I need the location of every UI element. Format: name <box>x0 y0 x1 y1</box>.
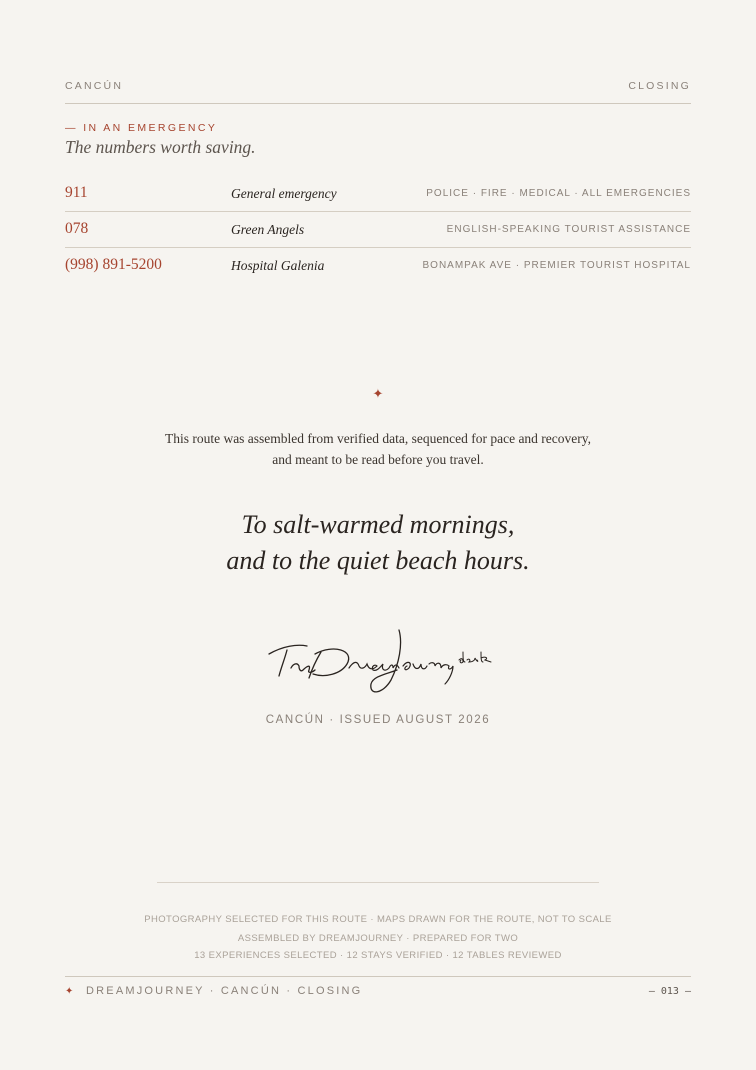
emergency-list <box>65 176 691 283</box>
emergency-desc: ENGLISH-SPEAKING TOURIST ASSISTANCE <box>446 224 691 235</box>
emergency-number[interactable]: 911 <box>65 184 88 201</box>
closing-quote <box>65 507 691 579</box>
emergency-name: Hospital Galenia <box>231 258 325 273</box>
page-footer <box>65 976 691 1007</box>
divider <box>157 882 599 883</box>
emergency-desc: POLICE · FIRE · MEDICAL · ALL EMERGENCIES <box>426 188 691 199</box>
emergency-name: Green Angels <box>231 222 305 237</box>
emergency-title: The numbers worth saving. <box>65 137 256 157</box>
emergency-row-911 <box>65 176 691 212</box>
closing-blurb: This route was assembled from verified data, sequenced for pace and recovery, and meant to be read before you travel. <box>164 431 592 467</box>
fineprint-line-2: ASSEMBLED BY DREAMJOURNEY · PREPARED FOR TWO <box>237 933 519 944</box>
emergency-kicker: — IN AN EMERGENCY <box>65 122 218 134</box>
fineprint-line-1: PHOTOGRAPHY SELECTED FOR THIS ROUTE · MAPS DRAWN FOR THE ROUTE, NOT TO SCALE <box>144 914 612 925</box>
footer-text: DREAMJOURNEY · CANCÚN · CLOSING <box>86 985 363 997</box>
page-number: — 013 — <box>648 986 691 997</box>
fineprint-line-3: 13 EXPERIENCES SELECTED · 12 STAYS VERIFIED · 12 TABLES REVIEWED <box>194 950 562 961</box>
quote-line-2: and to the quiet beach hours. <box>226 546 530 575</box>
footer-star-icon: ✦ <box>65 986 74 997</box>
emergency-desc: BONAMPAK AVE · PREMIER TOURIST HOSPITAL <box>422 260 691 271</box>
signature <box>263 624 493 704</box>
emergency-number[interactable]: 078 <box>65 220 89 237</box>
quote-line-1: To salt-warmed mornings, <box>241 510 515 539</box>
page <box>65 0 691 1070</box>
emergency-number[interactable]: (998) 891-5200 <box>65 256 162 273</box>
page-header <box>65 79 691 104</box>
emergency-row-078 <box>65 212 691 248</box>
header-location: CANCÚN <box>65 80 124 92</box>
emergency-row-hospital <box>65 248 691 283</box>
header-section: CLOSING <box>628 80 691 92</box>
emergency-name: General emergency <box>231 186 337 201</box>
ornament-star-icon: ✦ <box>372 386 384 401</box>
issued-line: CANCÚN · ISSUED AUGUST 2026 <box>265 714 491 726</box>
